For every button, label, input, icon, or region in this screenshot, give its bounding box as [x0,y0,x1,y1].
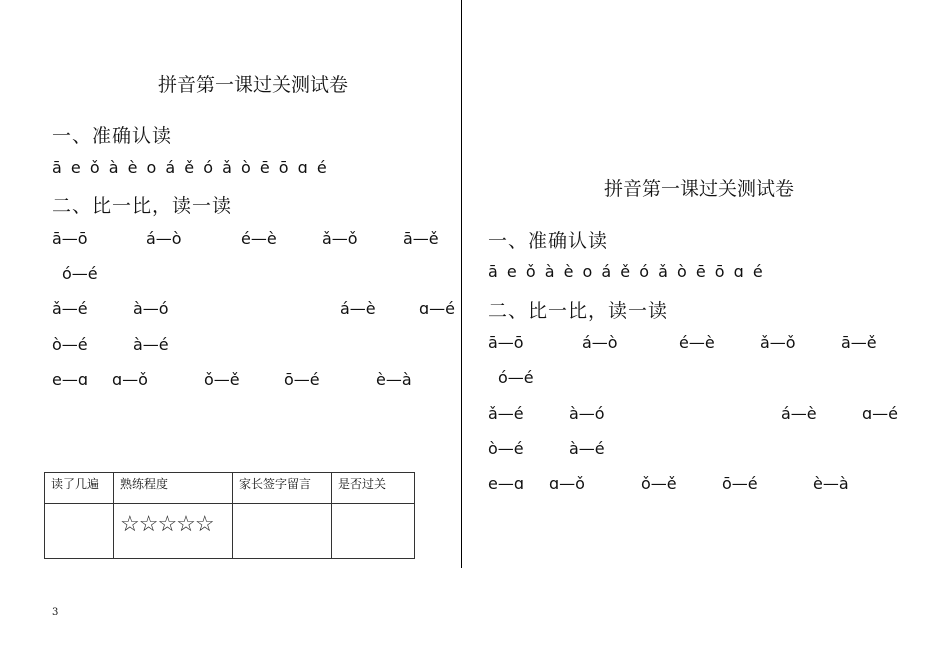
left-pair: ō—é [284,370,320,389]
right-vowel-line: ā e ǒ à è o á ě ó ǎ ò ē ō ɑ é [488,262,764,281]
right-pair: ā—ō [488,333,524,352]
right-section1-heading: 一、准确认读 [488,230,609,252]
left-pair: è—à [376,370,412,389]
left-pair: ǎ—ǒ [322,229,358,248]
right-title: 拼音第一课过关测试卷 [604,178,795,200]
right-pair: à—ó [569,404,605,423]
right-pair: ó—é [498,368,534,387]
right-pair: ǎ—é [488,404,524,423]
right-pair: è—à [813,474,849,493]
right-pair: ɑ—ǒ [549,474,585,493]
proficiency-cell[interactable] [114,504,233,559]
left-pair: à—é [133,335,169,354]
left-pair: à—ó [133,299,169,318]
left-pair: á—è [340,299,376,318]
left-pair: é—è [241,229,277,248]
right-pair: á—è [781,404,817,423]
pass-cell[interactable] [332,504,415,559]
right-pair: e—ɑ [488,474,524,493]
left-title: 拼音第一课过关测试卷 [158,74,349,96]
left-pair: ā—ě [403,229,439,248]
left-pair: ǎ—é [52,299,88,318]
column-divider [461,0,462,568]
progress-table [44,472,415,559]
right-pair: ǎ—ǒ [760,333,796,352]
left-pair: ǒ—ě [204,370,240,389]
right-pair: ǒ—ě [641,474,677,493]
times-read-cell[interactable] [45,504,114,559]
left-pair: á—ò [146,229,182,248]
left-pair: ɑ—ǒ [112,370,148,389]
right-pair: ɑ—é [862,404,898,423]
left-section2-heading: 二、比一比，读一读 [52,195,233,217]
left-section1-heading: 一、准确认读 [52,125,173,147]
right-pair: ō—é [722,474,758,493]
right-pair: é—è [679,333,715,352]
right-pair: ò—é [488,439,524,458]
parent-signature-cell[interactable] [233,504,332,559]
page-number: 3 [52,607,59,618]
right-pair: à—é [569,439,605,458]
star-rating-icon[interactable]: ☆☆☆☆☆ [120,512,214,537]
table-header: 是否过关 [332,473,415,504]
right-pair: ā—ě [841,333,877,352]
left-pair: ó—é [62,264,98,283]
left-pair: ò—é [52,335,88,354]
left-vowel-line: ā e ǒ à è o á ě ó ǎ ò ē ō ɑ é [52,158,328,177]
left-pair: e—ɑ [52,370,88,389]
right-section2-heading: 二、比一比，读一读 [488,300,669,322]
left-pair: ā—ō [52,229,88,248]
table-header: 家长签字留言 [233,473,332,504]
table-header: 熟练程度 [114,473,233,504]
right-pair: á—ò [582,333,618,352]
left-pair: ɑ—é [419,299,455,318]
table-header: 读了几遍 [45,473,114,504]
